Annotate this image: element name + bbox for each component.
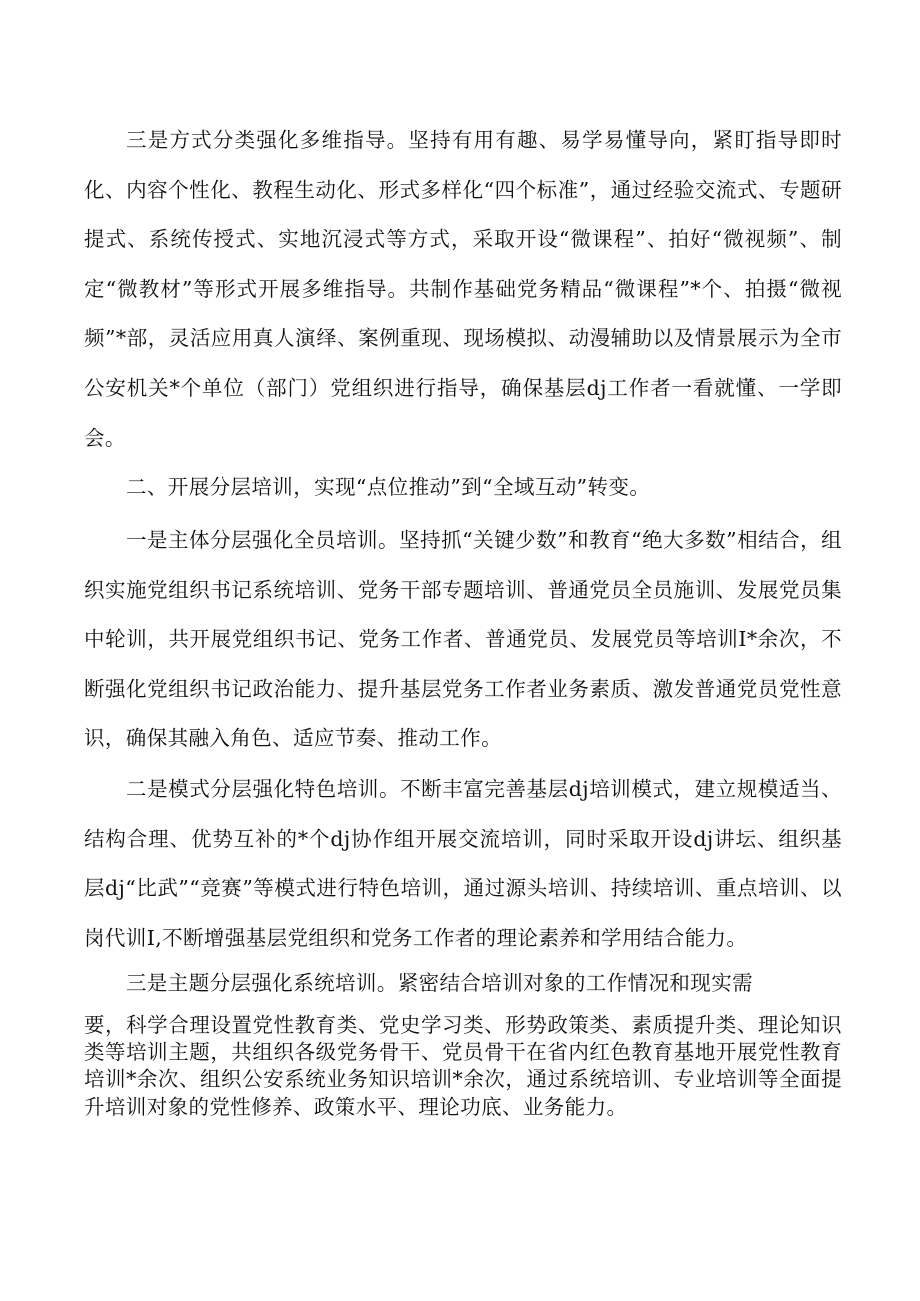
paragraph-mode-training: 二是模式分层强化特色培训。不断丰富完善基层dj培训模式，建立规模适当、结构合理、优势互补的*个dj协作组开展交流培训，同时采取开设dj讲坛、组织基层dj“比武”“竞赛”等模式进行特色培训，通过源头培训、持续培训、重点培训、以岗代训I,不断增强基层党组织和党务工作者的理论素养和学用结合能力。 — [84, 777, 842, 950]
paragraph-method-guidance: 三是方式分类强化多维指导。坚持有用有趣、易学易懂导向，紧盯指导即时化、内容个性化、教程生动化、形式多样化“四个标准”，通过经验交流式、专题研提式、系统传授式、实地沉浸式等方式，采取开设“微课程”、拍好“微视频”、制定“微教材”等形式开展多维指导。共制作基础党务精品“微课程”*个、拍摄“微视频”*部，灵活应用真人演绎、案例重现、现场模拟、动漫辅助以及情景展示为全市公安机关*个单位（部门）党组织进行指导，确保基层dj工作者一看就懂、一学即会。 — [84, 128, 842, 450]
paragraph-topic-training-start: 三是主题分层强化系统培训。紧密结合培训对象的工作情况和现实需 — [126, 971, 753, 995]
paragraph-subject-training: 一是主体分层强化全员培训。坚持抓“关键少数”和教育“绝大多数”相结合，组织实施党组织书记系统培训、党务干部专题培训、普通党员全员施训、发展党员集中轮训，共开展党组织书记、党务工作者、普通党员、发展党员等培训I*余次，不断强化党组织书记政治能力、提升基层党务工作者业务素质、激发普通党员党性意识，确保其融入角色、适应节奏、推动工作。 — [84, 528, 842, 751]
section-heading-layered-training: 二、开展分层培训，实现“点位推动”到“全域互动”转变。 — [126, 475, 651, 499]
paragraph-topic-training-continued: 要，科学合理设置党性教育类、党史学习类、形势政策类、素质提升类、理论知识类等培训主题，共组织各级党务骨干、党员骨干在省内红色教育基地开展党性教育培训*余次、组织公安系统业务知识培训*余次，通过系统培训、专业培训等全面提升培训对象的党性修养、政策水平、理论功底、业务能力。 — [84, 1013, 842, 1119]
